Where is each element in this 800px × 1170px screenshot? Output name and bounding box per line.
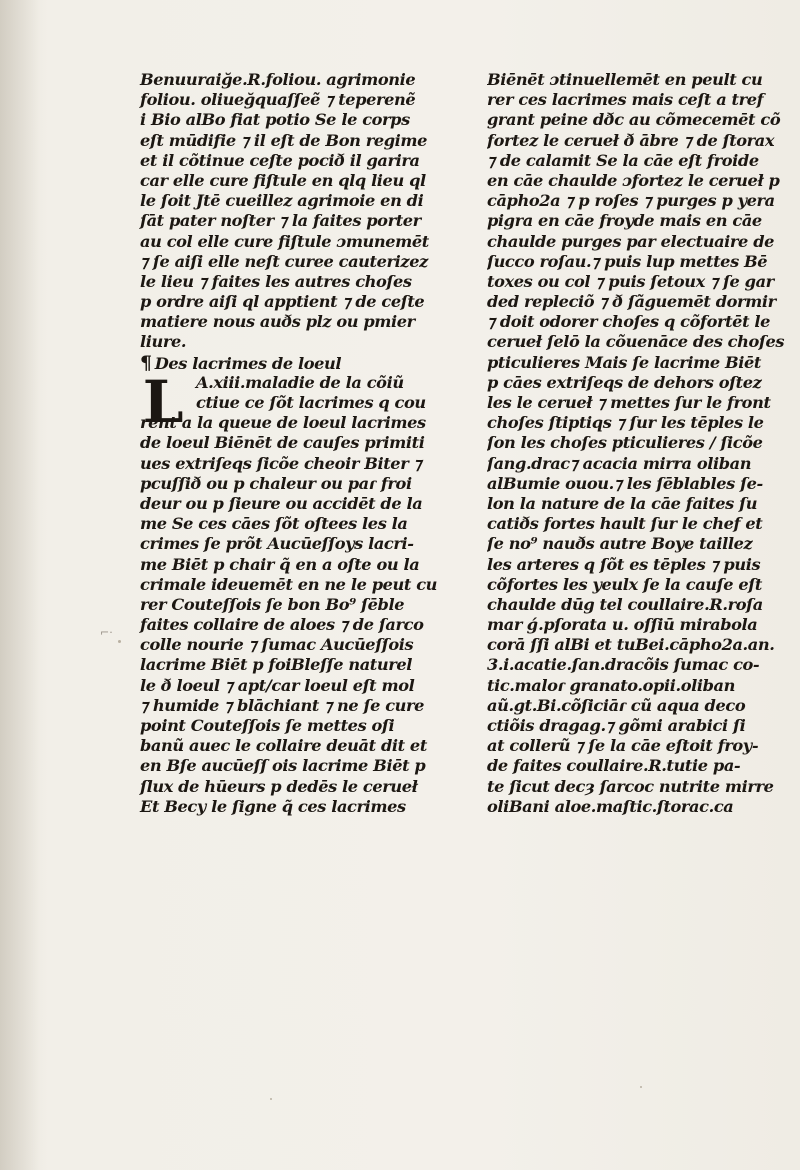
text-line: pcuſſið ou p chaleur ou paɾ froi bbox=[140, 473, 412, 493]
text-line: corā ſſi alBi et tuBei.cāpho2a.an. bbox=[487, 635, 775, 655]
text-line: deur ou p ſieure ou accidēt de la bbox=[140, 493, 423, 513]
text-line: les le cerueł ⁊ mettes ſur le front bbox=[487, 393, 771, 412]
text-line: toxes ou col ⁊ puis ſetoux ⁊ ſe gar bbox=[487, 271, 774, 291]
text-line: fortez le cerueł ð ābre ⁊ de ſtorax bbox=[487, 130, 775, 150]
text-line: en Bſe aucūeſſ ois lacrime Biēt p bbox=[140, 756, 426, 776]
text-line: chaulde purges par electuaire de bbox=[487, 231, 775, 251]
text-line: choſes ſtiptiqs ⁊ ſur les tēples le bbox=[487, 413, 764, 433]
text-line: te ſicut decȝ ſarcoc nutrite mirre bbox=[487, 776, 774, 796]
text-line: p ordre aiſi ql apptient ⁊ de ceſte bbox=[140, 292, 425, 312]
pilcrow-icon: ¶ bbox=[140, 351, 152, 374]
left-column-text-before-heading bbox=[140, 70, 476, 353]
text-line: 3.i.acatie.ſan.dracõis ſumac co- bbox=[487, 655, 760, 675]
text-line: p cāes extriſeqs de dehors oſtez bbox=[487, 372, 762, 392]
text-line: ⁊ de calamit Se la cāe eſt froide bbox=[487, 150, 759, 170]
text-line: at collerũ ⁊ ſe la cāe eſtoit froy- bbox=[487, 736, 759, 756]
text-line: Et Becy le ſigne q̃ ces lacrimes bbox=[140, 796, 406, 816]
section-heading bbox=[140, 353, 476, 373]
text-line: ſe no⁹ nauðs autre Boye taillez bbox=[487, 534, 753, 554]
text-line: rer Couteſſois ſe bon Bo⁹ ſēble bbox=[140, 594, 405, 614]
text-line: i Bio alBo fiat potio Se le corps bbox=[140, 110, 410, 130]
text-line: crimale ideuemēt en ne le peut cu bbox=[140, 574, 438, 594]
text-line: aũ.gt.Bi.cõſiciāɾ cũ aqua deco bbox=[487, 695, 746, 715]
text-line: chaulde dūg tel coullaire.R.roſa bbox=[487, 594, 763, 614]
ink-speck bbox=[118, 640, 121, 643]
text-line: ⁊ doit odorer choſes q cõfortēt le bbox=[487, 312, 771, 332]
text-line: alBumie ouou.⁊ les ſēblables ſe- bbox=[487, 473, 763, 493]
text-line: le ſoit Jtē cueillez agrimoie en di bbox=[140, 191, 424, 211]
right-column bbox=[487, 70, 800, 817]
gutter-shadow bbox=[0, 0, 40, 1170]
left-column bbox=[140, 70, 476, 817]
text-line: ues extriſeqs ſicõe cheoir Biter ⁊ bbox=[140, 453, 422, 473]
text-line: faites collaire de aloes ⁊ de ſarco bbox=[140, 615, 424, 635]
margin-mark: ⌐· bbox=[100, 626, 113, 639]
text-line: les arteres q ſõt es tēples ⁊ puis bbox=[487, 554, 761, 574]
text-line: tic.maloɾ granato.opii.oliban bbox=[487, 675, 735, 695]
text-line: et il cõtinue ceſte pocið il garira bbox=[140, 150, 420, 170]
text-line: foliou. oliueğquaſſeẽ ⁊ teperenẽ bbox=[140, 90, 416, 110]
text-line: rent a la queue de loeul lacrimes bbox=[140, 413, 426, 433]
text-line: oliBani aloe.maſtic.ſtorac.ca bbox=[487, 796, 734, 816]
text-line: ſlux de hūeurs p dedēs le cerueł bbox=[140, 776, 418, 796]
text-line: ſon les choſes pticulieres / ſicõe bbox=[487, 433, 763, 453]
text-line: matiere nous auðs plz ou pmier bbox=[140, 312, 415, 332]
text-line: lacrime Biēt p foiBleſſe naturel bbox=[140, 655, 413, 675]
text-line: ⁊ ſe aiſi elle neſt curee cauterizez bbox=[140, 251, 428, 271]
text-line: ſucco roſau.⁊ puis lup mettes Bē bbox=[487, 251, 768, 271]
text-line: A.xiii.maladie de la cõiũ bbox=[196, 372, 404, 392]
text-line: ſang.drac⁊ acacia mirra oliban bbox=[487, 453, 752, 473]
text-line: liure. bbox=[140, 332, 187, 352]
text-line: cõfortes les yeulx ſe la cauſe eſt bbox=[487, 574, 762, 594]
text-line: de faites coullaire.R.tutie pa- bbox=[487, 756, 741, 776]
text-line: Benuuraiğe.R.foliou. agrimonie bbox=[140, 70, 416, 89]
text-line: car elle cure fiſtule en qlq lieu ql bbox=[140, 170, 426, 190]
text-line: ded repleciõ ⁊ ð ſãguemēt dormir bbox=[487, 292, 776, 312]
drop-cap-lines bbox=[140, 373, 476, 413]
text-line: de loeul Biēnēt de cauſes primiti bbox=[140, 433, 425, 453]
text-line: ctiue ce ſõt lacrimes q cou bbox=[196, 393, 426, 412]
text-line: lon la nature de la cāe faites ſu bbox=[487, 493, 758, 513]
text-line: le lieu ⁊ faites les autres choſes bbox=[140, 271, 412, 291]
ink-speck bbox=[640, 1086, 642, 1088]
text-line: me Biēt p chair q̃ en a oſte ou la bbox=[140, 554, 420, 574]
text-line: catiðs fortes hault ſur le chef et bbox=[487, 514, 763, 534]
text-line: pigra en cāe froyde mais en cāe bbox=[487, 211, 762, 231]
text-line: en cāe chaulde ɔfortez le cerueł p bbox=[487, 170, 780, 190]
text-line: me Se ces cāes ſõt oſtees les la bbox=[140, 514, 408, 534]
text-line: pticulieres Mais ſe lacrime Biēt bbox=[487, 352, 761, 372]
drop-cap: L bbox=[142, 367, 184, 436]
text-line: banũ auec le collaire deuāt dit et bbox=[140, 736, 427, 756]
text-line: ſāt pater noſter ⁊ la faites porter bbox=[140, 211, 421, 231]
text-line: au col elle cure fiſtule ɔmunemēt bbox=[140, 231, 429, 251]
text-line: point Couteſſois ſe mettes oſi bbox=[140, 716, 395, 735]
text-line: mar ǵ.pſorata u. oſſiū mirabola bbox=[487, 615, 758, 635]
text-line: cāpho2a ⁊ p roſes ⁊ purges p yera bbox=[487, 191, 775, 211]
text-line: eſt mūdifie ⁊ il eſt de Bon regime bbox=[140, 130, 428, 150]
ink-speck bbox=[270, 1098, 272, 1100]
text-line: cerueł ſelō la cõuenāce des choſes bbox=[487, 332, 785, 352]
text-line: crimes ſe prõt Aucūeſſoys lacri- bbox=[140, 534, 414, 554]
text-line: le ð loeul ⁊ apt/car loeul eſt mol bbox=[140, 675, 415, 695]
text-line: ctiõis dragag.⁊ gõmi arabici ſi bbox=[487, 716, 746, 735]
text-line: Biēnēt ɔtinuellemēt en peult cu bbox=[487, 70, 763, 89]
section-heading-text: Des lacrimes de loeul bbox=[154, 353, 342, 373]
text-line: rer ces lacrimes mais ceſt a tref bbox=[487, 90, 764, 110]
text-line: colle nourie ⁊ ſumac Aucūeſſois bbox=[140, 635, 414, 655]
text-line: grant peine dðc au cõmecemēt cõ bbox=[487, 110, 781, 130]
text-line: ⁊ humide ⁊ blāchiant ⁊ ne ſe cure bbox=[140, 695, 425, 715]
left-column-text-after-drop-cap bbox=[140, 413, 476, 817]
